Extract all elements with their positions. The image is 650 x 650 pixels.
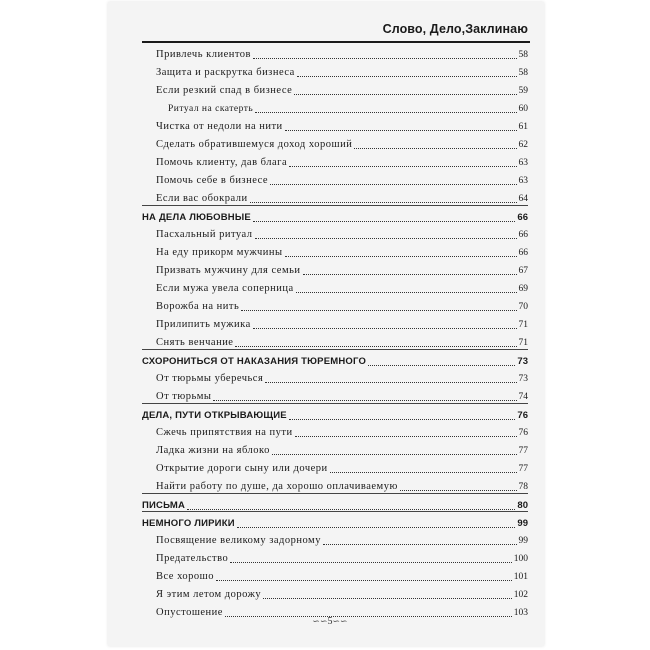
dot-leader bbox=[253, 327, 517, 329]
toc-page-number: 71 bbox=[518, 320, 528, 330]
toc-entry bbox=[142, 133, 528, 151]
toc-entry bbox=[142, 295, 528, 313]
toc-page-number: 66 bbox=[517, 212, 528, 223]
toc-entry-title: Ворожба на нить bbox=[156, 301, 240, 312]
toc-page-number: 58 bbox=[518, 50, 528, 60]
toc-page-number: 74 bbox=[518, 392, 528, 402]
toc-page-number: 61 bbox=[518, 122, 528, 132]
toc-entry bbox=[142, 583, 528, 601]
dot-leader bbox=[296, 291, 517, 293]
toc-section bbox=[142, 205, 528, 224]
dot-leader bbox=[213, 399, 516, 401]
toc-entry bbox=[142, 313, 528, 331]
toc-page-number: 67 bbox=[518, 266, 528, 276]
page-footer bbox=[300, 616, 360, 630]
toc-page-number: 70 bbox=[518, 302, 528, 312]
toc-section bbox=[142, 493, 528, 512]
toc-page-number: 63 bbox=[518, 176, 528, 186]
toc-entry-title: НЕМНОГО ЛИРИКИ bbox=[142, 518, 235, 529]
toc-page-number: 77 bbox=[518, 446, 528, 456]
toc-entry bbox=[142, 151, 528, 169]
toc-entry-title: Предательство bbox=[156, 553, 229, 564]
toc-page-number: 76 bbox=[517, 410, 528, 421]
dot-leader bbox=[255, 111, 516, 113]
dot-leader bbox=[263, 597, 512, 599]
toc-entry bbox=[142, 259, 528, 277]
dot-leader bbox=[323, 543, 517, 545]
book-title: Слово, Дело,Заклинаю bbox=[382, 22, 528, 36]
toc-page-number: 100 bbox=[513, 554, 528, 564]
dot-leader bbox=[294, 93, 516, 95]
toc-entry-title: Привлечь клиентов bbox=[156, 49, 252, 60]
toc-page-number: 63 bbox=[518, 158, 528, 168]
toc-entry bbox=[142, 367, 528, 385]
dot-leader bbox=[216, 579, 512, 581]
dot-leader bbox=[330, 471, 517, 473]
toc-section bbox=[142, 511, 528, 530]
toc-entry bbox=[142, 169, 528, 187]
toc-entry-title: Призвать мужчину для семьи bbox=[156, 265, 301, 276]
dot-leader bbox=[225, 615, 512, 617]
toc-entry bbox=[142, 43, 528, 61]
toc-page-number: 102 bbox=[513, 590, 528, 600]
toc-section bbox=[142, 349, 528, 368]
dot-leader bbox=[272, 453, 517, 455]
dot-leader bbox=[270, 183, 516, 185]
toc-entry bbox=[142, 331, 528, 349]
toc-page-number: 73 bbox=[517, 356, 528, 367]
dot-leader bbox=[289, 418, 516, 420]
toc-entry-title: Прилипить мужика bbox=[156, 319, 251, 330]
toc-entry-title: ДЕЛА, ПУТИ ОТКРЫВАЮЩИЕ bbox=[142, 410, 287, 421]
dot-leader bbox=[265, 381, 516, 383]
toc-entry-title: Найти работу по душе, да хорошо оплачиваемую bbox=[156, 481, 398, 492]
toc-entry bbox=[142, 97, 528, 115]
toc-entry-title: Если мужа увела соперница bbox=[156, 283, 294, 294]
dot-leader bbox=[253, 57, 516, 59]
dot-leader bbox=[241, 309, 516, 311]
toc-page-number: 60 bbox=[518, 104, 528, 114]
toc-entry bbox=[142, 439, 528, 457]
toc-entry bbox=[142, 79, 528, 97]
dot-leader bbox=[303, 273, 517, 275]
dot-leader bbox=[285, 129, 517, 131]
page-number: 5 bbox=[327, 616, 333, 627]
toc-entry bbox=[142, 529, 528, 547]
toc-entry-title: Я этим летом дорожу bbox=[156, 589, 262, 600]
toc-page-number: 78 bbox=[518, 482, 528, 492]
toc-entry bbox=[142, 223, 528, 241]
toc-page-number: 58 bbox=[518, 68, 528, 78]
toc-entry-title: Сделать обратившемуся доход хороший bbox=[156, 139, 353, 150]
dot-leader bbox=[368, 364, 515, 366]
dot-leader bbox=[253, 220, 516, 222]
toc-entry-title: Ритуал на скатерть bbox=[168, 104, 254, 114]
toc-entry-title: Открытие дороги сыну или дочери bbox=[156, 463, 328, 474]
toc-page-number: 80 bbox=[517, 500, 528, 511]
toc-entry-title: Защита и раскрутка бизнеса bbox=[156, 67, 295, 78]
toc-page-number: 66 bbox=[518, 230, 528, 240]
dot-leader bbox=[187, 508, 515, 510]
toc-page-number: 99 bbox=[518, 536, 528, 546]
toc-entry bbox=[142, 565, 528, 583]
dot-leader bbox=[295, 435, 517, 437]
ornament-left-icon: ∽∽ bbox=[312, 616, 328, 626]
dot-leader bbox=[289, 165, 516, 167]
dot-leader bbox=[237, 526, 516, 528]
dot-leader bbox=[400, 489, 517, 491]
toc-entry bbox=[142, 187, 528, 205]
toc-entry-title: Посвящение великому задорному bbox=[156, 535, 321, 546]
toc-entry-title: Все хорошо bbox=[156, 571, 215, 582]
toc-entry-title: НА ДЕЛА ЛЮБОВНЫЕ bbox=[142, 212, 251, 223]
toc-entry-title: Чистка от недоли на нити bbox=[156, 121, 283, 132]
toc-section bbox=[142, 403, 528, 422]
toc-entry bbox=[142, 61, 528, 79]
toc-page-number: 103 bbox=[513, 608, 528, 618]
toc-entry-title: Сжечь припятствия на пути bbox=[156, 427, 293, 438]
toc-page-number: 69 bbox=[518, 284, 528, 294]
toc-entry bbox=[142, 277, 528, 295]
toc-entry bbox=[142, 457, 528, 475]
toc-entry-title: На еду прикорм мужчины bbox=[156, 247, 283, 258]
toc-page-number: 59 bbox=[518, 86, 528, 96]
toc-page-number: 64 bbox=[518, 194, 528, 204]
toc-entry-title: От тюрьмы уберечься bbox=[156, 373, 264, 384]
toc-entry bbox=[142, 421, 528, 439]
toc-entry bbox=[142, 475, 528, 493]
ornament-right-icon: ∽∽ bbox=[332, 616, 348, 626]
dot-leader bbox=[297, 75, 517, 77]
running-header bbox=[142, 21, 530, 43]
toc-entry-title: Помочь клиенту, дав блага bbox=[156, 157, 288, 168]
toc-page-number: 76 bbox=[518, 428, 528, 438]
dot-leader bbox=[354, 147, 516, 149]
toc-page-number: 99 bbox=[517, 518, 528, 529]
toc-page-number: 62 bbox=[518, 140, 528, 150]
toc-entry-title: От тюрьмы bbox=[156, 391, 212, 402]
toc-page-number: 101 bbox=[513, 572, 528, 582]
toc-entry-title: Если вас обокрали bbox=[156, 193, 248, 204]
toc-entry bbox=[142, 547, 528, 565]
dot-leader bbox=[285, 255, 517, 257]
dot-leader bbox=[250, 201, 517, 203]
toc-page-number: 73 bbox=[518, 374, 528, 384]
toc-page-number: 71 bbox=[518, 338, 528, 348]
dot-leader bbox=[230, 561, 512, 563]
toc-entry bbox=[142, 385, 528, 403]
toc-entry-title: СХОРОНИТЬСЯ ОТ НАКАЗАНИЯ ТЮРЕМНОГО bbox=[142, 356, 367, 367]
dot-leader bbox=[255, 237, 517, 239]
dot-leader bbox=[235, 345, 516, 347]
toc-page-number: 77 bbox=[518, 464, 528, 474]
toc-entry-title: Помочь себе в бизнесе bbox=[156, 175, 269, 186]
toc-entry-title: Ладка жизни на яблоко bbox=[156, 445, 270, 456]
toc-entry-title: ПИСЬМА bbox=[142, 500, 186, 511]
toc-entry bbox=[142, 241, 528, 259]
toc-entry-title: Снять венчание bbox=[156, 337, 234, 348]
toc-entry-title: Пасхальный ритуал bbox=[156, 229, 253, 240]
toc-entry-title: Опустошение bbox=[156, 607, 223, 618]
toc-page-number: 66 bbox=[518, 248, 528, 258]
toc-entry bbox=[142, 115, 528, 133]
toc-entry-title: Если резкий спад в бизнесе bbox=[156, 85, 293, 96]
